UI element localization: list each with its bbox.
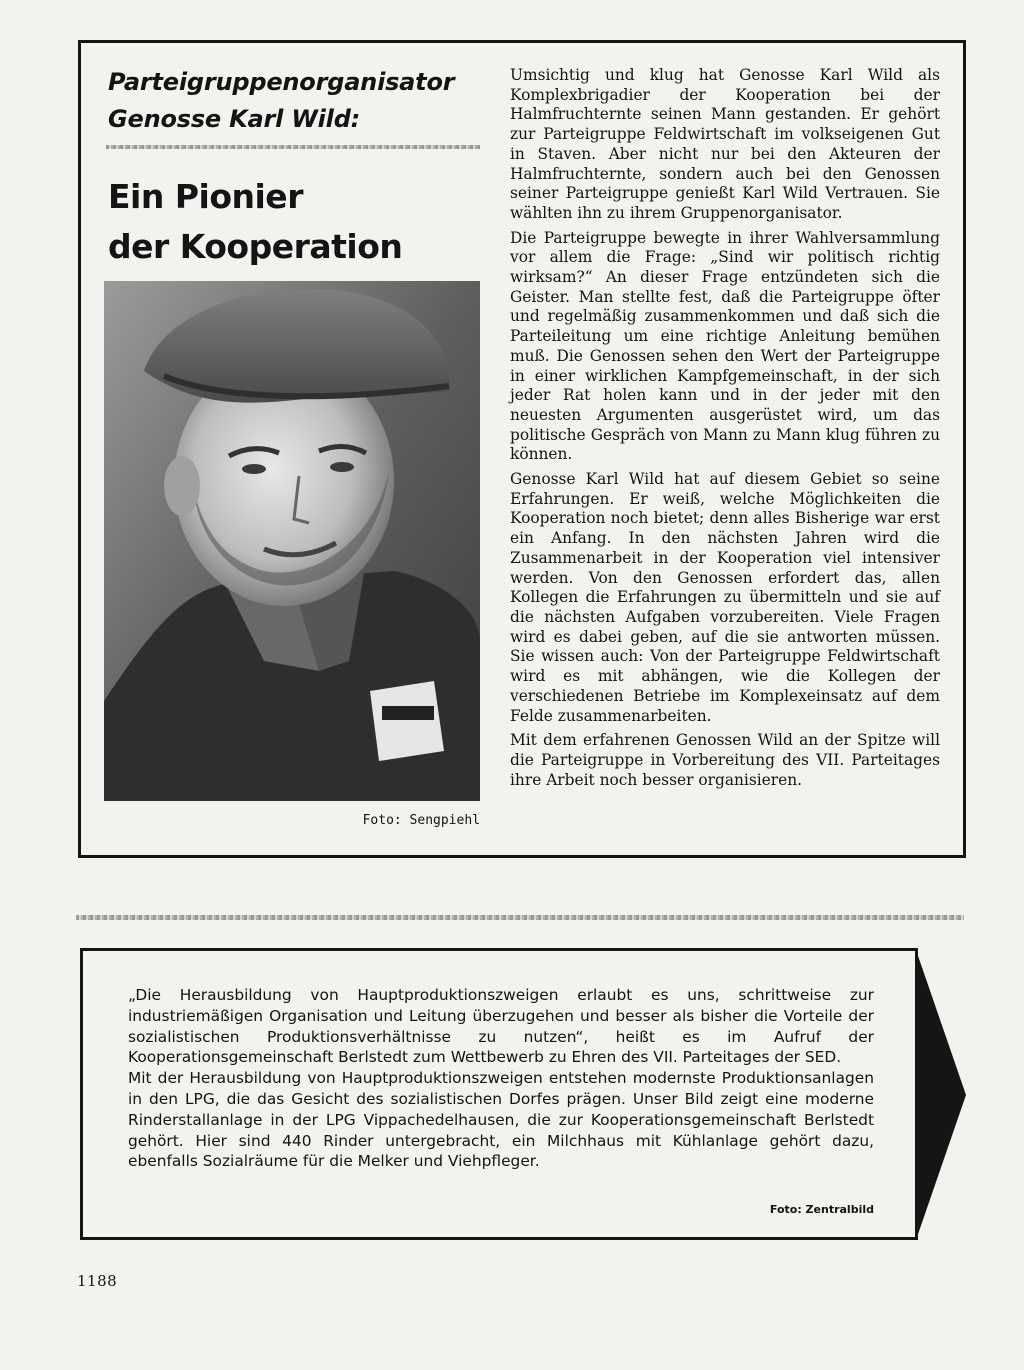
photo-credit: Foto: Sengpiehl <box>362 813 480 828</box>
caption-text <box>128 985 874 1172</box>
article-kicker: Parteigruppenorganisator Genosse Karl Wild: <box>108 68 455 133</box>
portrait-illustration <box>104 281 480 801</box>
kicker-rule <box>106 145 480 149</box>
article-body <box>510 66 940 795</box>
article-paragraph: Die Parteigruppe bewegte in ihrer Wahlversammlung vor allem die Frage: „Sind wir politisch richtig wirksam?“ An dieser Frage entzündeten sich die Geister. Man stellte fest, daß die Parteigruppe öfter und regelmäßig zusammenkommen und daß sich die Parteileitung um eine richtige Anleitung bemühen muß. Die Genossen sehen den Wert der Parteigruppe in einer wirklichen Kampfgemeinschaft, in der sich jeder Rat holen kann und in der jeder mit den neuesten Argumenten ausgerüstet wird, um das politische Gespräch von Mann zu Mann klug führen zu können. <box>510 228 940 464</box>
caption-credit: Foto: Zentralbild <box>769 1203 874 1216</box>
article-headline: Ein Pionier der Kooperation <box>108 177 403 266</box>
caption-paragraph: „Die Herausbildung von Hauptproduktionszweigen erlaubt es uns, schrittweise zur industriemäßigen Organisation und Leitung überzugehen und besser als bisher die Vorteile der sozialistischen Produktionsverhältnisse zu nutzen“, heißt es im Aufruf der Kooperationsgemeinschaft Berlstedt zum Wettbewerb zu Ehren des VII. Parteitages der SED. <box>128 986 874 1067</box>
caption-paragraph: Mit der Herausbildung von Hauptproduktionszweigen entstehen modernste Produktionsanlagen in den LPG, die das Gesicht des sozialistischen Dorfes prägen. Unser Bild zeigt eine moderne Rinderstallanlage in der LPG Vippachedelhausen, die zur Kooperationsgemeinschaft Berlstedt gehört. Hier sind 440 Rinder untergebracht, ein Milchhaus mit Kühlanlage gehört dazu, ebenfalls Sozialräume für die Melker und Viehpfleger. <box>128 1069 874 1171</box>
section-divider <box>76 915 964 920</box>
article-paragraph: Genosse Karl Wild hat auf diesem Gebiet so seine Erfahrungen. Er weiß, welche Möglichkeiten die Kooperation noch bietet; denn alles Bisherige war erst ein Anfang. In den nächsten Jahren wird die Zusammenarbeit in der Kooperation viel intensiver werden. Von den Genossen erfordert das, allen Kollegen die Erfahrungen zu übermitteln und sie auf die nächsten Aufgaben vorzubereiten. Viele Fragen wird es dabei geben, auf die sie antworten müssen. Sie wissen auch: Von der Parteigruppe Feldwirtschaft wird es mit abhängen, wie die Kollegen der verschiedenen Betriebe im Komplexeinsatz auf dem Felde zusammenarbeiten. <box>510 470 940 725</box>
page-number: 1188 <box>77 1272 118 1290</box>
arrow-pointer-icon <box>916 950 966 1240</box>
article-paragraph: Mit dem erfahrenen Genossen Wild an der Spitze will die Parteigruppe in Vorbereitung des VII. Parteitages ihre Arbeit noch besser organisieren. <box>510 731 940 789</box>
portrait-photo <box>104 281 480 801</box>
article-paragraph: Umsichtig und klug hat Genosse Karl Wild als Komplexbrigadier der Kooperation bei der Halmfruchternte seinen Mann gestanden. Er gehört zur Parteigruppe Feldwirtschaft im volkseigenen Gut in Staven. Aber nicht nur bei den Akteuren der Halmfruchternte, sondern auch bei den Genossen seiner Parteigruppe genießt Karl Wild Vertrauen. Sie wählten ihn zu ihrem Gruppenorganisator. <box>510 66 940 222</box>
